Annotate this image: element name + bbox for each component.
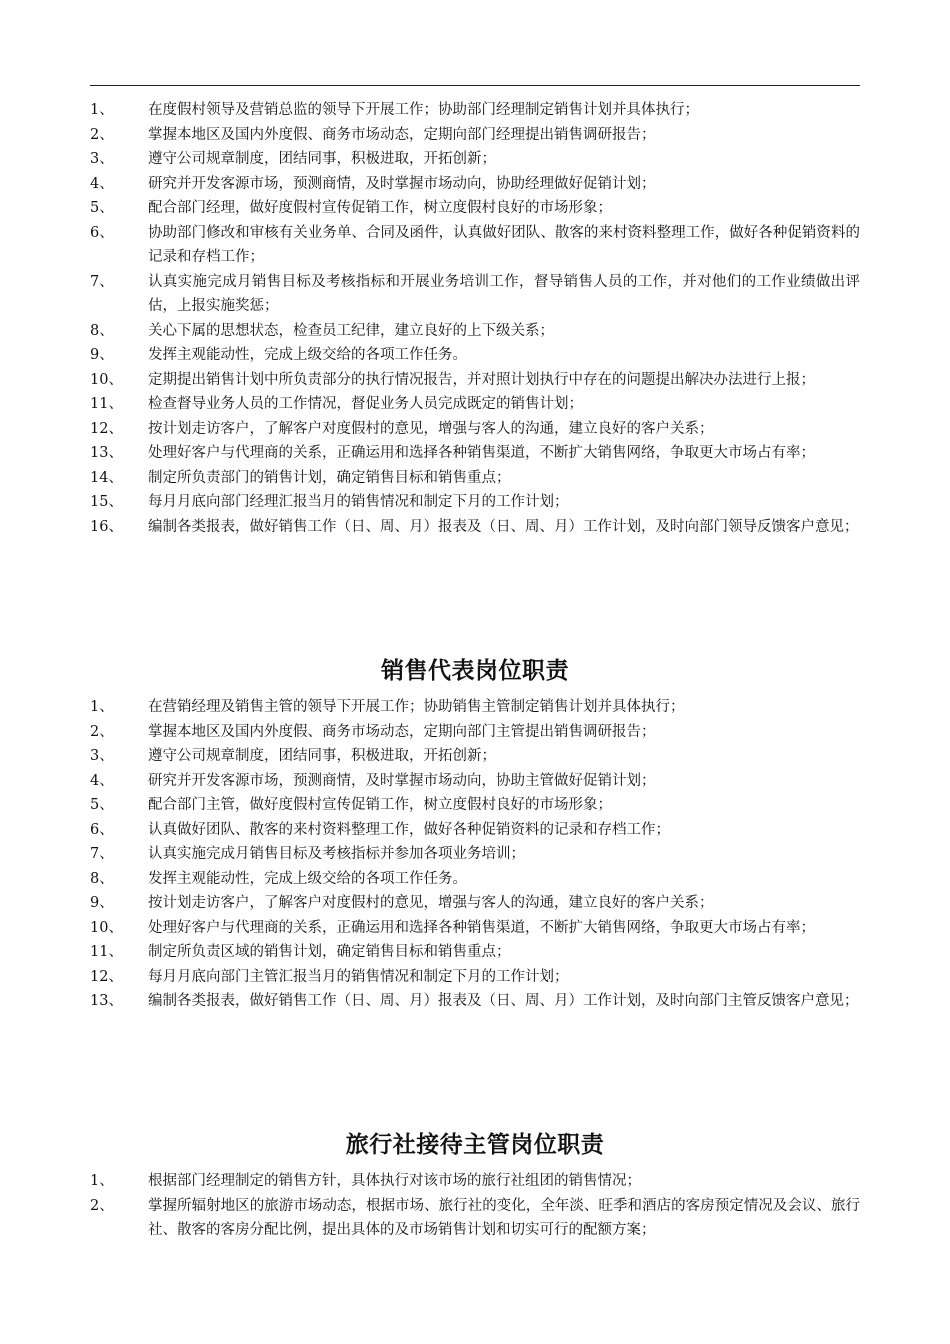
list-item bbox=[90, 466, 860, 491]
item-number: 4、 bbox=[90, 772, 114, 789]
list-item bbox=[90, 417, 860, 442]
list-item bbox=[90, 1169, 860, 1194]
item-text: 认真实施完成月销售目标及考核指标并参加各项业务培训； bbox=[148, 846, 525, 862]
list-item bbox=[90, 147, 860, 172]
list-item bbox=[90, 1194, 860, 1243]
item-text: 发挥主观能动性，完成上级交给的各项工作任务。 bbox=[148, 870, 467, 887]
list-item bbox=[90, 695, 860, 720]
list-item bbox=[90, 172, 860, 197]
list-item bbox=[90, 842, 860, 867]
section-sales-representative-duties bbox=[90, 656, 860, 1014]
section-travel-agency-supervisor-duties bbox=[90, 1130, 860, 1243]
item-text: 制定所负责区域的销售计划，确定销售目标和销售重点； bbox=[148, 944, 511, 960]
list-item bbox=[90, 818, 860, 843]
item-number: 3、 bbox=[90, 151, 114, 167]
list-item bbox=[90, 515, 860, 540]
item-number: 6、 bbox=[90, 821, 114, 838]
item-number: 15、 bbox=[90, 494, 123, 510]
duty-list bbox=[90, 695, 860, 1014]
item-text: 配合部门主管，做好度假村宣传促销工作，树立度假村良好的市场形象； bbox=[148, 797, 612, 813]
list-item bbox=[90, 965, 860, 990]
item-number: 12、 bbox=[90, 968, 123, 985]
item-text: 关心下属的思想状态，检查员工纪律，建立良好的上下级关系； bbox=[148, 322, 554, 339]
list-item bbox=[90, 441, 860, 466]
list-item bbox=[90, 490, 860, 515]
item-number: 8、 bbox=[90, 322, 114, 339]
item-text: 遵守公司规章制度，团结同事，积极进取，开拓创新； bbox=[148, 748, 496, 764]
section-sales-manager-duties bbox=[90, 98, 860, 539]
item-number: 1、 bbox=[90, 1173, 114, 1189]
list-item bbox=[90, 720, 860, 745]
list-item bbox=[90, 392, 860, 417]
list-item bbox=[90, 98, 860, 123]
item-text: 研究并开发客源市场，预测商情，及时掌握市场动向，协助主管做好促销计划； bbox=[148, 772, 656, 789]
item-text: 制定所负责部门的销售计划，确定销售目标和销售重点； bbox=[148, 469, 511, 486]
list-item bbox=[90, 221, 860, 270]
list-item bbox=[90, 123, 860, 148]
item-text: 在营销经理及销售主管的领导下开展工作；协助销售主管制定销售计划并具体执行； bbox=[148, 699, 685, 715]
list-item bbox=[90, 270, 860, 319]
item-number: 7、 bbox=[90, 273, 114, 290]
item-text: 按计划走访客户，了解客户对度假村的意见，增强与客人的沟通，建立良好的客户关系； bbox=[148, 895, 714, 911]
item-text: 按计划走访客户，了解客户对度假村的意见，增强与客人的沟通，建立良好的客户关系； bbox=[148, 420, 714, 437]
list-item bbox=[90, 989, 860, 1014]
item-text: 研究并开发客源市场，预测商情，及时掌握市场动向，协助经理做好促销计划； bbox=[148, 175, 656, 192]
item-text: 掌握本地区及国内外度假、商务市场动态，定期向部门经理提出销售调研报告； bbox=[148, 126, 656, 143]
item-text: 掌握本地区及国内外度假、商务市场动态，定期向部门主管提出销售调研报告； bbox=[148, 723, 656, 740]
item-number: 13、 bbox=[90, 993, 123, 1009]
item-number: 1、 bbox=[90, 699, 114, 715]
item-text: 认真实施完成月销售目标及考核指标和开展业务培训工作，督导销售人员的工作，并对他们的工作业绩做出评估，上报实施奖惩； bbox=[148, 273, 860, 314]
section-title: 旅行社接待主管岗位职责 bbox=[345, 1131, 605, 1158]
item-number: 4、 bbox=[90, 175, 114, 192]
item-text: 在度假村领导及营销总监的领导下开展工作；协助部门经理制定销售计划并具体执行； bbox=[148, 102, 699, 118]
item-number: 5、 bbox=[90, 200, 114, 216]
duty-list bbox=[90, 1169, 860, 1243]
duty-list bbox=[90, 98, 860, 539]
list-item bbox=[90, 916, 860, 941]
item-text: 定期提出销售计划中所负责部分的执行情况报告，并对照计划执行中存在的问题提出解决办法进行上报； bbox=[148, 371, 815, 388]
item-number: 2、 bbox=[90, 1197, 114, 1214]
item-number: 11、 bbox=[90, 944, 123, 960]
item-number: 10、 bbox=[90, 371, 123, 388]
item-text: 掌握所辐射地区的旅游市场动态，根据市场、旅行社的变化，全年淡、旺季和酒店的客房预定情况及会议、旅行社、散客的客房分配比例，提出具体的及市场销售计划和切实可行的配额方案； bbox=[148, 1197, 860, 1238]
list-item bbox=[90, 744, 860, 769]
item-number: 7、 bbox=[90, 846, 114, 862]
item-number: 6、 bbox=[90, 224, 114, 241]
item-text: 认真做好团队、散客的来村资料整理工作，做好各种促销资料的记录和存档工作； bbox=[148, 821, 670, 838]
item-number: 14、 bbox=[90, 469, 123, 486]
list-item bbox=[90, 867, 860, 892]
item-text: 每月月底向部门主管汇报当月的销售情况和制定下月的工作计划； bbox=[148, 968, 569, 985]
item-text: 遵守公司规章制度，团结同事，积极进取，开拓创新； bbox=[148, 151, 496, 167]
item-number: 13、 bbox=[90, 445, 123, 461]
item-number: 16、 bbox=[90, 518, 123, 535]
item-number: 2、 bbox=[90, 723, 114, 740]
list-item bbox=[90, 368, 860, 393]
list-item bbox=[90, 940, 860, 965]
item-number: 3、 bbox=[90, 748, 114, 764]
item-number: 1、 bbox=[90, 102, 114, 118]
item-text: 协助部门修改和审核有关业务单、合同及函件，认真做好团队、散客的来村资料整理工作，做好各种促销资料的记录和存档工作； bbox=[148, 224, 860, 265]
item-number: 9、 bbox=[90, 895, 114, 911]
list-item bbox=[90, 793, 860, 818]
item-text: 发挥主观能动性，完成上级交给的各项工作任务。 bbox=[148, 347, 467, 363]
list-item bbox=[90, 769, 860, 794]
item-text: 处理好客户与代理商的关系，正确运用和选择各种销售渠道，不断扩大销售网络，争取更大市场占有率； bbox=[148, 445, 815, 461]
item-text: 编制各类报表，做好销售工作（日、周、月）报表及（日、周、月）工作计划，及时向部门主管反馈客户意见； bbox=[148, 993, 859, 1009]
item-number: 9、 bbox=[90, 347, 114, 363]
section-title: 销售代表岗位职责 bbox=[381, 657, 569, 684]
item-number: 11、 bbox=[90, 396, 123, 412]
item-number: 10、 bbox=[90, 919, 123, 936]
list-item bbox=[90, 891, 860, 916]
item-number: 2、 bbox=[90, 126, 114, 143]
item-number: 5、 bbox=[90, 797, 114, 813]
header-rule bbox=[90, 85, 860, 86]
list-item bbox=[90, 319, 860, 344]
item-number: 8、 bbox=[90, 870, 114, 887]
item-text: 配合部门经理，做好度假村宣传促销工作，树立度假村良好的市场形象； bbox=[148, 200, 612, 216]
list-item bbox=[90, 343, 860, 368]
item-text: 每月月底向部门经理汇报当月的销售情况和制定下月的工作计划； bbox=[148, 494, 569, 510]
item-text: 处理好客户与代理商的关系，正确运用和选择各种销售渠道，不断扩大销售网络，争取更大市场占有率； bbox=[148, 919, 815, 936]
item-text: 根据部门经理制定的销售方针，具体执行对该市场的旅行社组团的销售情况； bbox=[148, 1173, 641, 1189]
item-text: 检查督导业务人员的工作情况，督促业务人员完成既定的销售计划； bbox=[148, 396, 583, 412]
item-number: 12、 bbox=[90, 420, 123, 437]
item-text: 编制各类报表，做好销售工作（日、周、月）报表及（日、周、月）工作计划，及时向部门领导反馈客户意见； bbox=[148, 518, 859, 535]
list-item bbox=[90, 196, 860, 221]
